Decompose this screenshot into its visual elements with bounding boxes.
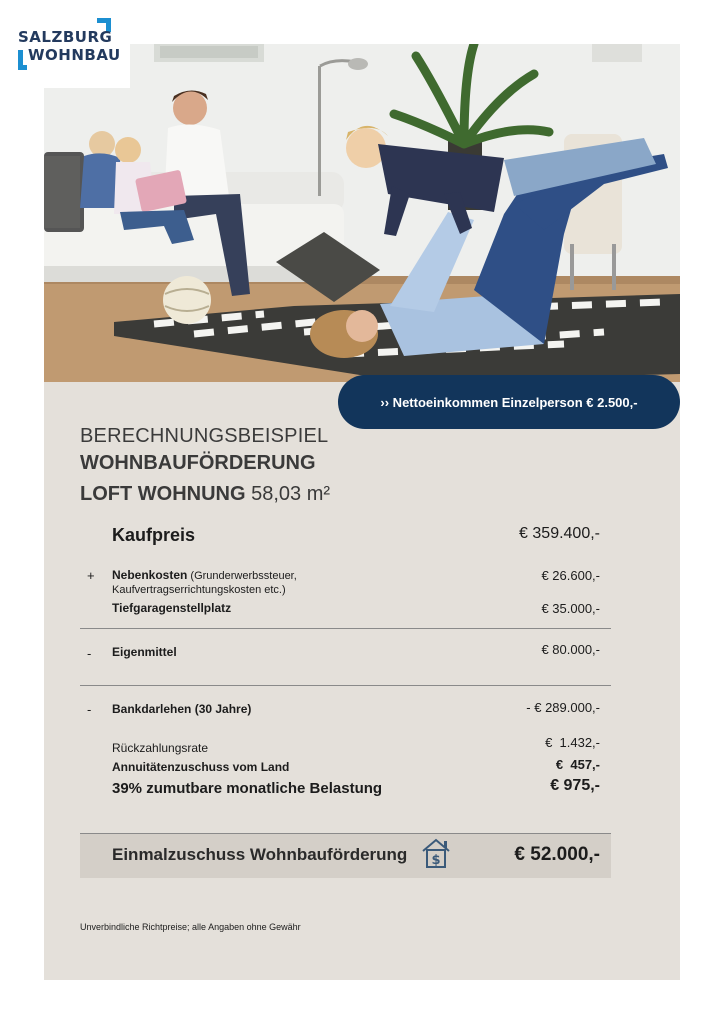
tiefgarage-label: Tiefgaragenstellplatz — [112, 601, 232, 615]
income-badge: ›› Nettoeinkommen Einzelperson € 2.500,- — [338, 375, 680, 429]
rueckzahlung-value: € 1.432,- — [545, 735, 600, 750]
nebenkosten-label — [112, 568, 297, 582]
nebenkosten-title: Nebenkosten — [112, 568, 188, 582]
logo — [6, 6, 130, 88]
eigenmittel-label: Eigenmittel — [112, 645, 177, 659]
title-wohnbaufoerderung: WOHNBAUFÖRDERUNG — [80, 452, 316, 474]
bankdarlehen-label: Bankdarlehen (30 Jahre) — [112, 702, 252, 716]
tiefgarage-value: € 35.000,- — [541, 601, 600, 616]
logo-mark-bottom-icon — [18, 50, 27, 70]
title-loft-label: LOFT WOHNUNG — [80, 483, 246, 505]
annuitaeten-value: € 457,- — [555, 757, 600, 772]
disclaimer-note: Unverbindliche Richtpreise; alle Angaben ohne Gewähr — [80, 922, 301, 932]
total-label: Einmalzuschuss Wohnbauförderung — [112, 845, 408, 864]
total-value: € 52.000,- — [514, 844, 600, 865]
eigenmittel-value: € 80.000,- — [541, 642, 600, 657]
rueckzahlung-label: Rückzahlungsrate — [112, 741, 209, 755]
bankdarlehen-sign: - — [87, 702, 92, 717]
nebenkosten-detail1: (Grunderwerbssteuer, — [187, 570, 297, 582]
eigenmittel-sign: - — [87, 646, 92, 661]
title-loft-wohnung — [80, 483, 330, 506]
belastung-label: 39% zumutbare monatliche Belastung — [112, 780, 383, 797]
divider-2 — [80, 685, 611, 686]
title-berechnungsbeispiel: BERECHNUNGSBEISPIEL — [80, 425, 329, 447]
kaufpreis-label: Kaufpreis — [112, 525, 196, 545]
family-photo-illustration — [44, 44, 680, 382]
nebenkosten-sign: + — [87, 568, 95, 583]
family-photo — [44, 44, 680, 382]
logo-line2: WOHNBAU — [28, 46, 121, 64]
house-money-icon — [420, 836, 452, 870]
kaufpreis-value: € 359.400,- — [519, 525, 600, 542]
logo-line1: SALZBURG — [18, 28, 113, 46]
svg-text:$: $ — [431, 853, 441, 868]
divider-1 — [80, 628, 611, 629]
belastung-value: € 975,- — [550, 777, 600, 794]
nebenkosten-detail2: Kaufvertragserrichtungskosten etc.) — [112, 584, 286, 596]
bankdarlehen-value: - € 289.000,- — [526, 700, 600, 715]
title-loft-area: 58,03 m² — [245, 483, 331, 505]
annuitaeten-label: Annuitätenzuschuss vom Land — [112, 760, 290, 774]
nebenkosten-value: € 26.600,- — [541, 568, 600, 583]
